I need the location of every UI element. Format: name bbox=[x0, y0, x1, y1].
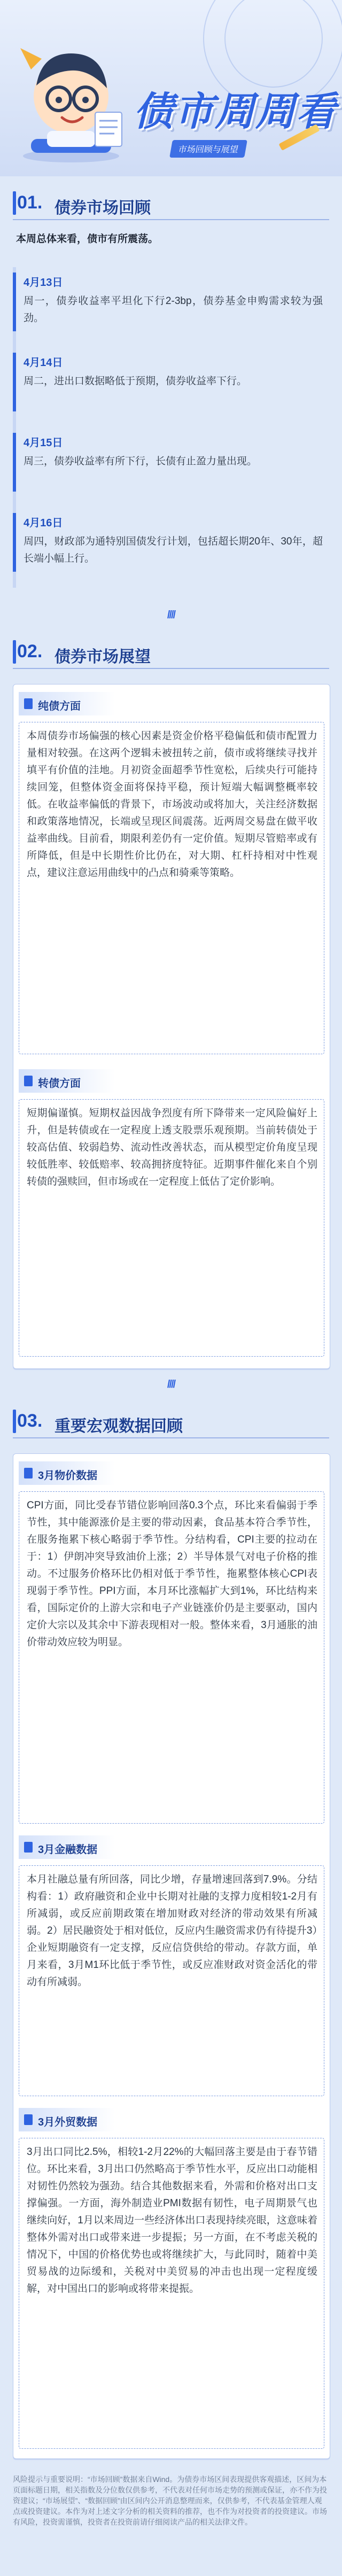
timeline-marker bbox=[13, 353, 16, 411]
section-underline bbox=[13, 1437, 329, 1438]
section-accent-bar bbox=[13, 640, 16, 664]
review-text: 周二，进出口数据略低于预期，债券收益率下行。 bbox=[24, 376, 247, 387]
convertible-text: 短期偏谨慎。短期权益因战争烈度有所下降带来一定风险偏好上升，但是转债或在一定程度上透支股票乐观预期。当前转债处于较高估值、较弱趋势、流动性改善状态，而从模型定价角度呈现较低胜率、较低赔率、较高拥挤度特征。近期事件催化来自个别转债的强赎回，但市场或在一定程度上低估了定价影响。 bbox=[27, 1108, 317, 1187]
review-date: 4月16日 bbox=[24, 517, 63, 529]
price-data-text: CPI方面，同比受春节错位影响回落0.3个点，环比来看偏弱于季节性，其中能源涨价是主要的带动因素，食品基本符合季节性，在服务拖累下核心略弱于季节性。分结构看，CPI主要的拉动在于：1）伊朗冲突导致油价上涨；2）半导体景气对电子价格的推动。不过服务价格环比仍相对低于季节性，拖累整体核心CPI表现弱于季节性。PPI方面，本月环比涨幅扩大到1%，环比结构来看，国际定价的上游大宗和电子产业链涨价仍是主要驱动，国内定价大宗以及其余中下游表现相对一般。整体来看，3月通胀的油价带动效应较为明显。 bbox=[27, 1500, 317, 1648]
subhead-price-data bbox=[19, 1461, 115, 1485]
risk-disclaimer: 风险提示与重要说明：“市场回顾”数据来自Wind。为债券市场区间表现提供客观描述，区间为本页面标题日期，相关指数及分位数仅供参考，不代表对任何市场走势的预测或保证，亦不作为投资建议；“市场展望”、“数据回顾”由区间内公开消息整理而来，仅供参考，不代表基金管理人观点或投资建议。本作为对上述文字分析的相关资料的推荐，也不作为对投资者的投资建议。市场有风险，投资需谨慎，投资者在投资前请仔细阅读产品的相关法律文件。 bbox=[13, 2475, 327, 2526]
hero-title: 债市周周看 bbox=[134, 89, 337, 134]
timeline-marker bbox=[13, 513, 16, 572]
review-text: 周一，债券收益率平坦化下行2-3bp，债券基金申购需求较为强劲。 bbox=[24, 295, 323, 324]
review-text: 周四，财政部为通特别国债发行计划，包括超长期20年、30年，超长端小幅上行。 bbox=[24, 536, 323, 564]
outlook-card bbox=[13, 684, 330, 1369]
bookmark-icon bbox=[24, 1842, 33, 1853]
pure-bond-text: 本周债券市场偏强的核心因素是资金价格平稳偏低和债市配置力量相对较强。在这两个逻辑未被扭转之前，债市或将继续寻找并填平有价值的洼地。月初资金面超季节性宽松，后续央行可能持续回笼，但整体资金面将保持平稳，预计短端大幅调整概率较低。在收益率偏低的背景下，市场波动或将加大，关注经济数据和政策落地情况，长端或呈现区间震荡。近两周交易盘在做平收益率曲线。目前看，期限利差仍有一定价值。短期尽管赔率或有所降低，但是中长期性价比仍在，对大期、杠杆持相对中性观点，建议注意运用曲线中的凸点和骑乘等策略。 bbox=[27, 730, 317, 878]
trade-data-box bbox=[19, 2138, 324, 2449]
timeline-marker bbox=[13, 433, 16, 492]
subhead-label: 3月金融数据 bbox=[38, 1844, 98, 1856]
review-date: 4月14日 bbox=[24, 357, 63, 369]
market-summary: 本周总体来看，债市有所震荡。 bbox=[16, 234, 159, 245]
section-title: 债券市场回顾 bbox=[55, 199, 151, 217]
section-separator: //// bbox=[167, 609, 175, 621]
mascot-illustration bbox=[10, 32, 133, 166]
bookmark-icon bbox=[24, 1076, 33, 1086]
section-accent-bar bbox=[13, 191, 16, 215]
price-data-box bbox=[19, 1491, 324, 1824]
section-number: 03. bbox=[17, 1411, 43, 1431]
subhead-label: 转债方面 bbox=[38, 1078, 81, 1089]
macro-card bbox=[13, 1453, 330, 2459]
subhead-financial-data bbox=[19, 1835, 115, 1859]
review-timeline bbox=[13, 267, 329, 598]
review-date: 4月13日 bbox=[24, 277, 63, 289]
section-number: 02. bbox=[17, 641, 43, 661]
subhead-label: 3月物价数据 bbox=[38, 1470, 98, 1482]
subhead-convertible bbox=[19, 1069, 115, 1093]
section-separator: //// bbox=[167, 1379, 175, 1390]
hero-banner bbox=[0, 0, 342, 176]
financial-data-text: 本月社融总量有所回落，同比少增，存量增速回落到7.9%。分结构看：1）政府融资和企业中长期对社融的支撑力度相较1-2月有所减弱，或反应前期政策在增加财政对经济的带动效果有所减弱。2）居民融资处于相对低位，反应内生融资需求仍有待提升3）企业短期融资有一定支撑，反应信贷供给的带动。存款方面，单月来看，3月M1环比低于季节性，或反应准财政对资金活化的带动有所减弱。 bbox=[27, 1874, 317, 1988]
review-date: 4月15日 bbox=[24, 437, 63, 449]
subhead-pure-bond bbox=[19, 692, 115, 715]
section-header-market-review bbox=[13, 187, 329, 220]
section-accent-bar bbox=[13, 1410, 16, 1433]
section-title: 债券市场展望 bbox=[55, 648, 151, 666]
bookmark-icon bbox=[24, 698, 33, 709]
trade-data-text: 3月出口同比2.5%，相较1-2月22%的大幅回落主要是由于春节错位。环比来看，3月出口仍然略高于季节性水平，反应出口动能相对韧性仍然较为强劲。结合其他数据来看，外需和价格对出口支撑偏强。一方面，海外制造业PMI数据有韧性，电子周期景气也继续向好，1月以来周边一些经济体出口表现持续亮眼，这意味着整体外需对出口或带来进一步提振；另一方面，在不考虑关税的情况下，中国的价格优势也或将继续扩大，与此同时，随着中美贸易战的边际缓和，关税对中美贸易的冲击也出现一定程度缓解，对中国出口的影响或将带来提振。 bbox=[27, 2146, 317, 2294]
hero-subtitle: 市场回顾与展望 bbox=[169, 140, 247, 158]
section-number: 01. bbox=[17, 192, 43, 213]
financial-data-box bbox=[19, 1865, 324, 2096]
review-text: 周三，债券收益率有所下行，长债有止盈力量出现。 bbox=[24, 456, 258, 467]
section-underline bbox=[13, 668, 329, 669]
bookmark-icon bbox=[24, 1468, 33, 1478]
convertible-box bbox=[19, 1099, 324, 1357]
section-title: 重要宏观数据回顾 bbox=[55, 1418, 183, 1435]
subhead-label: 3月外贸数据 bbox=[38, 2116, 98, 2128]
bookmark-icon bbox=[24, 2114, 33, 2125]
timeline-marker bbox=[13, 273, 16, 331]
subhead-label: 纯债方面 bbox=[38, 701, 81, 712]
subhead-trade-data bbox=[19, 2108, 115, 2131]
section-underline bbox=[13, 219, 329, 220]
section-header-market-outlook bbox=[13, 636, 329, 669]
section-header-macro-data bbox=[13, 1405, 329, 1438]
pure-bond-box bbox=[19, 722, 324, 1054]
